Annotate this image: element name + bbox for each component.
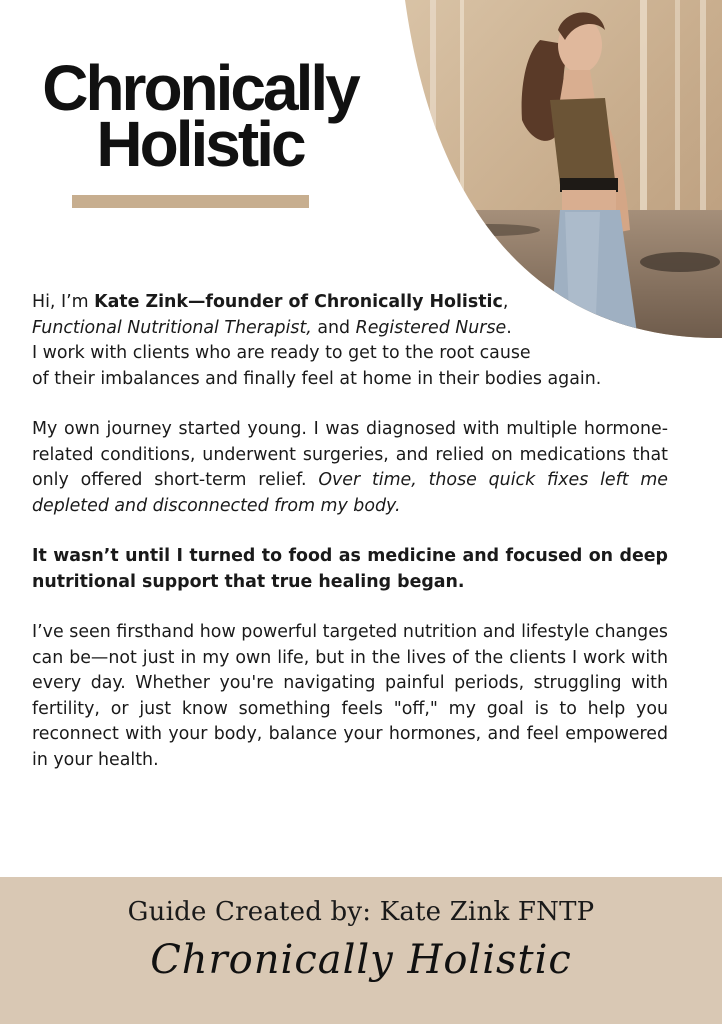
intro-role-2: Registered Nurse [355,317,507,338]
signature-logo: Chronically Holistic [150,937,572,983]
founder-photo [400,0,722,340]
intro-line-4: of their imbalances and finally feel at home in their bodies again. [32,368,602,389]
title-line-1: Chronically [42,52,358,124]
intro-greeting: Hi, I’m [32,292,95,312]
intro-and: and [311,317,356,338]
page-title [0,52,400,180]
journey-italic: Over time, those quick fixes left me depleted and disconnected from my body. [32,470,668,516]
intro-role-1: Functional Nutritional Therapist, [32,317,312,338]
intro-paragraph [32,290,668,392]
healing-statement: It wasn’t until I turned to food as medicine and focused on deep nutritional support that true healing began. [32,546,668,592]
intro-line-3: I work with clients who are ready to get to the root cause [32,343,531,363]
intro-comma: , [502,292,509,312]
title-accent-bar [72,195,309,208]
journey-text: My own journey started young. I was diagnosed with multiple hormone-related conditions, underwent surgeries, and relied on medications that only offered short-term relief. [32,419,668,490]
intro-name: Kate Zink—founder of Chronically Holistic [94,292,503,312]
title-line-2: Holistic [96,108,304,180]
about-content [32,290,668,798]
mission-paragraph: I’ve seen firsthand how powerful targeted nutrition and lifestyle changes can be—not just in my own life, but in the lives of the clients I work with every day. Whether you're navigating painful periods, struggling with fertility, or just know something feels "off," my goal is to help you reconnect with your body, balance your hormones, and feel empowered in your health. [32,622,668,770]
intro-period: . [506,317,512,338]
footer-band [0,877,722,1024]
journey-paragraph [32,417,668,519]
guide-credit: Guide Created by: Kate Zink FNTP [127,897,595,927]
